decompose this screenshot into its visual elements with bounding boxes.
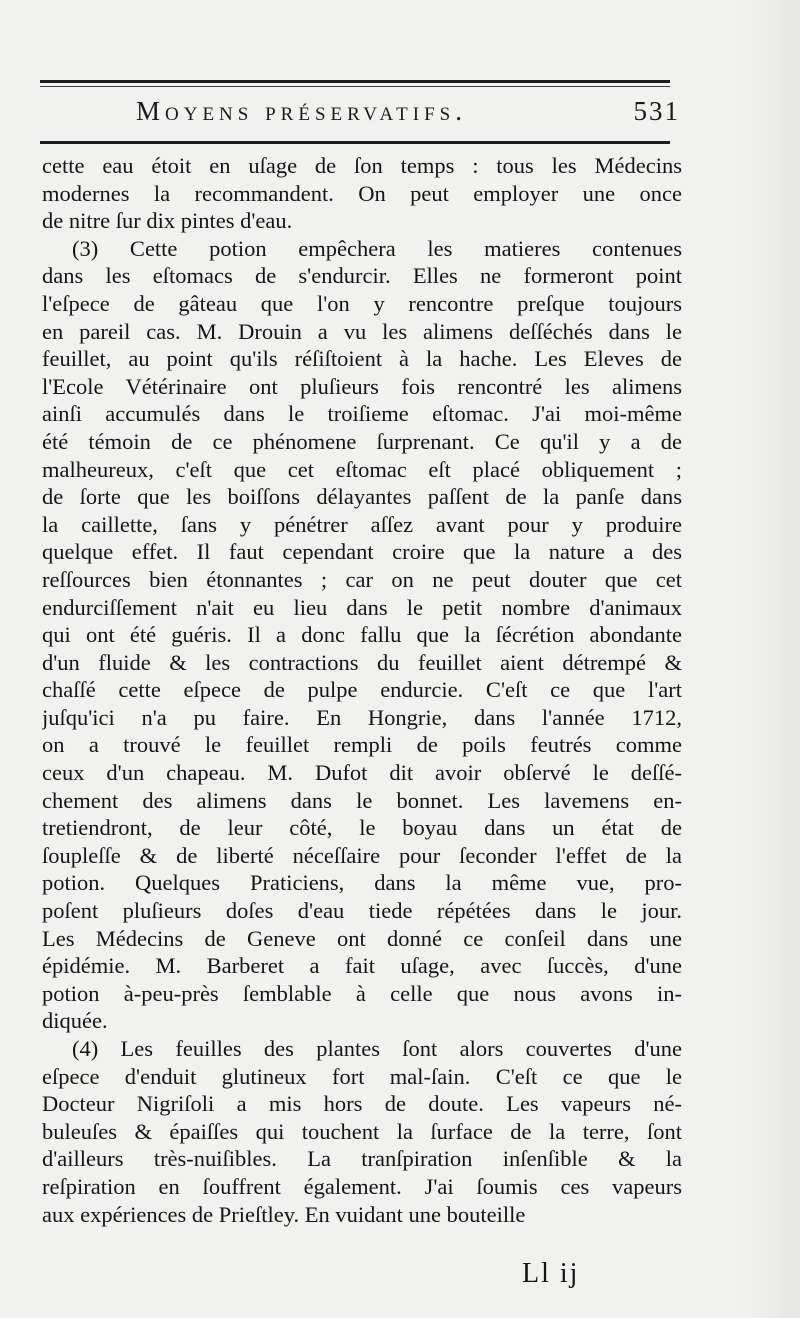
text-line: d'un fluide & les contractions du feuillet aient détrempé & — [42, 649, 682, 675]
text-line: de nitre ſur dix pintes d'eau. — [42, 208, 293, 234]
text-line: juſqu'ici n'a pu faire. En Hongrie, dans l'année 1712, — [42, 704, 682, 730]
signature-mark: Ll ij — [522, 1258, 580, 1289]
text-line: reſpiration en ſouffrent également. J'ai ſoumis ces vapeurs — [42, 1173, 682, 1199]
text-line: l'Ecole Vétérinaire ont pluſieurs fois rencontré les alimens — [42, 373, 682, 399]
text-line: qui ont été guéris. Il a donc fallu que la ſécrétion abondante — [42, 622, 682, 648]
text-line: malheureux, c'eſt que cet eſtomac eſt placé obliquement ; — [42, 456, 682, 482]
text-line: (4) Les feuilles des plantes ſont alors couvertes d'une — [72, 1036, 682, 1061]
text-line: reſſources bien étonnantes ; car on ne peut douter que cet — [42, 566, 682, 592]
page-number: 531 — [633, 96, 680, 126]
text-line: buleuſes & épaiſſes qui touchent la ſurface de la terre, ſont — [42, 1118, 682, 1144]
text-line: ceux d'un chapeau. M. Dufot dit avoir obſervé le deſſé- — [42, 760, 682, 786]
text-line: ſoupleſſe & de liberté néceſſaire pour ſeconder l'effet de la — [42, 842, 682, 868]
text-line: aux expériences de Prieſtley. En vuidant une bouteille — [42, 1201, 526, 1227]
running-title: Moyens préservatifs. — [136, 96, 467, 126]
text-line: (3) Cette potion empêchera les matieres contenues — [72, 235, 682, 261]
text-line: l'eſpece de gâteau que l'on y rencontre preſque toujours — [42, 290, 682, 316]
text-line: chaſſé cette eſpece de pulpe endurcie. C'eſt ce que l'art — [42, 677, 682, 703]
text-line: poſent pluſieurs doſes d'eau tiede répétées dans le jour. — [42, 898, 682, 924]
text-line: chement des alimens dans le bonnet. Les lavemens en- — [42, 787, 682, 813]
text-line: de ſorte que les boiſſons délayantes paſſent de la panſe dans — [42, 484, 682, 510]
text-line: on a trouvé le feuillet rempli de poils feutrés comme — [42, 732, 682, 758]
text-line: potion à-peu-près ſemblable à celle que nous avons in- — [42, 980, 682, 1006]
header-bottom-rule — [40, 141, 670, 144]
text-line: la caillette, ſans y pénétrer aſſez avant pour y produire — [42, 511, 682, 537]
text-line: eſpece d'enduit glutineux fort mal-ſain. C'eſt ce que le — [42, 1063, 682, 1089]
text-line: tretiendront, de leur côté, le boyau dans un état de — [42, 815, 682, 841]
text-line: en pareil cas. M. Drouin a vu les alimens deſſéchés dans le — [42, 318, 682, 344]
page-edge-shadow — [740, 0, 800, 1318]
text-line: potion. Quelques Praticiens, dans la même vue, pro- — [42, 870, 682, 896]
text-line: feuillet, au point qu'ils réſiſtoient à la hache. Les Eleves de — [42, 346, 682, 372]
text-line: ainſi accumulés dans le troiſieme eſtomac. J'ai moi-même — [42, 401, 682, 427]
text-line: modernes la recommandent. On peut employer une once — [42, 180, 682, 206]
text-line: quelque effet. Il faut cependant croire que la nature a des — [42, 539, 682, 565]
header-top-thin-rule — [40, 86, 670, 87]
text-line: épidémie. M. Barberet a fait uſage, avec ſuccès, d'une — [42, 953, 682, 979]
text-line: diquée. — [42, 1008, 108, 1034]
header-top-rule — [40, 80, 670, 83]
text-line: cette eau étoit en uſage de ſon temps : tous les Médecins — [42, 153, 682, 178]
page-header — [40, 96, 680, 136]
text-line: endurciſſement n'ait eu lieu dans le petit nombre d'animaux — [42, 594, 682, 620]
body-text — [42, 152, 682, 1228]
text-line: été témoin de ce phénomene ſurprenant. Ce qu'il y a de — [42, 428, 682, 454]
text-line: Les Médecins de Geneve ont donné ce conſeil dans une — [42, 925, 682, 951]
text-line: d'ailleurs très-nuiſibles. La tranſpiration inſenſible & la — [42, 1146, 682, 1172]
text-line: Docteur Nigriſoli a mis hors de doute. Les vapeurs né- — [42, 1091, 682, 1117]
text-line: dans les eſtomacs de s'endurcir. Elles ne formeront point — [42, 263, 682, 289]
